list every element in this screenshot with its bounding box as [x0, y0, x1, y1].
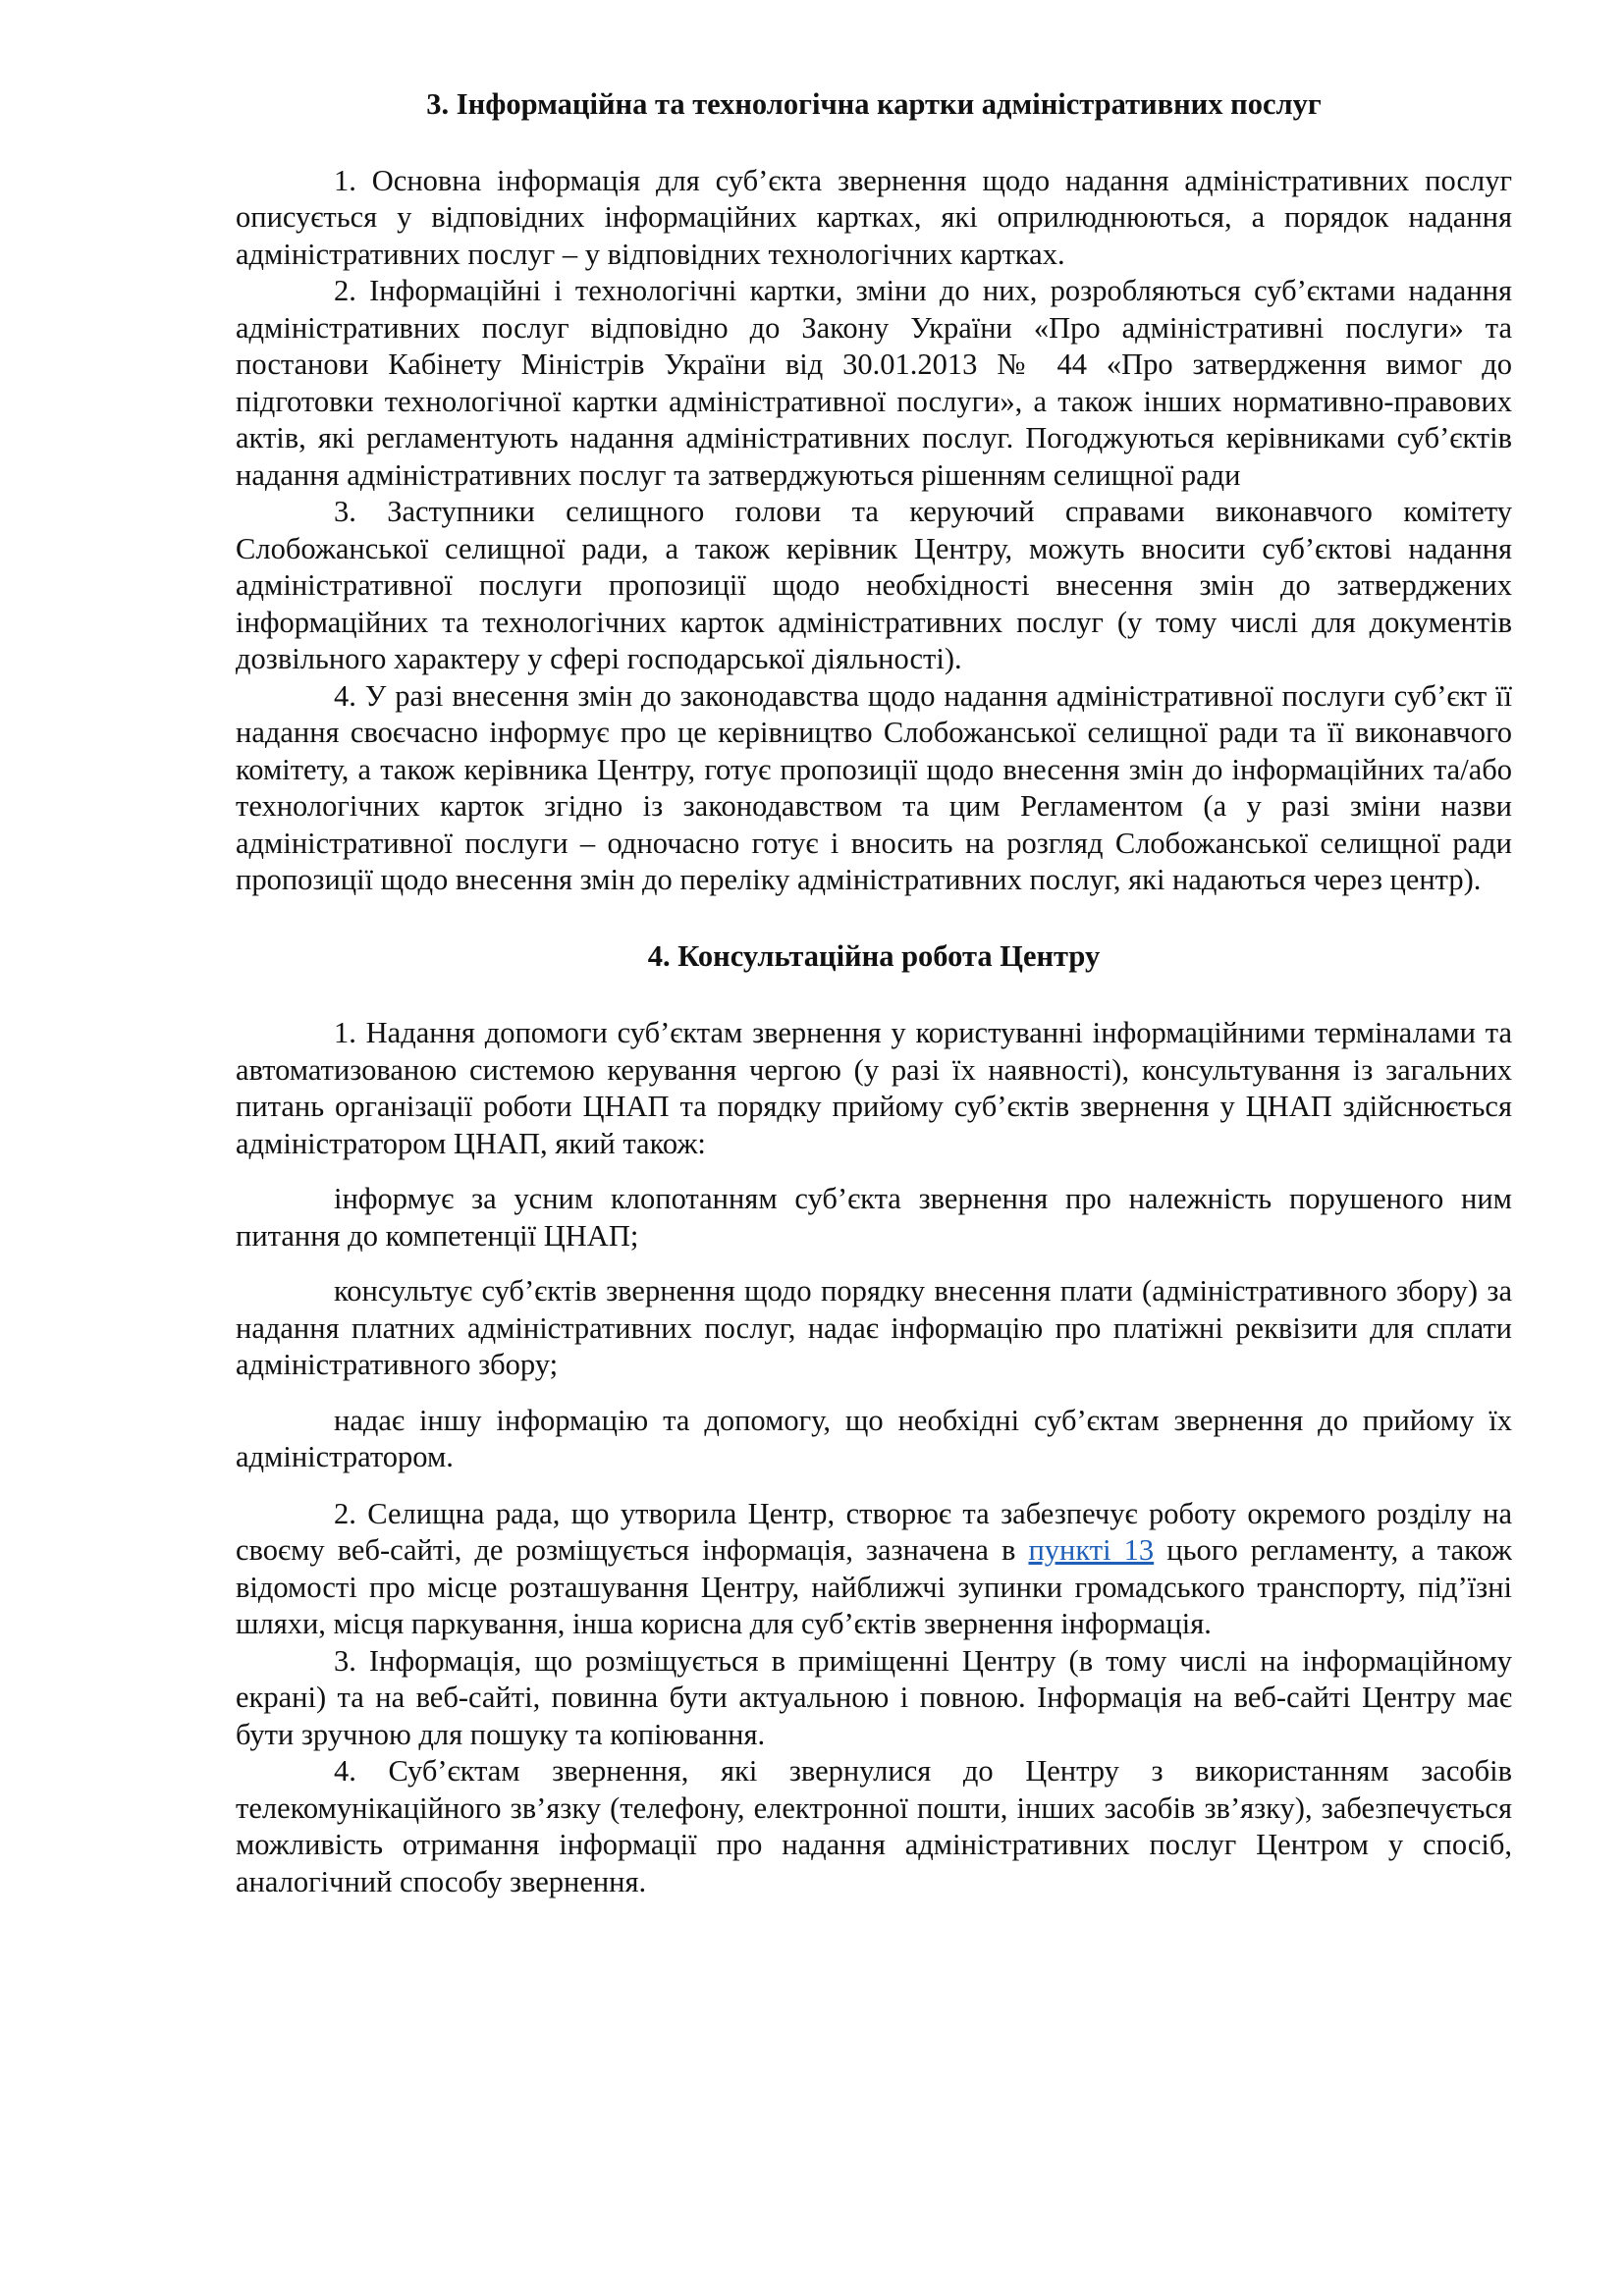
paragraph-2-text-after: цього регламенту, а також відомості про місце розташування Центру, найближчі зупинки громадського транспорту, під’їзні шляхи, місця паркування, інша корисна для суб’єктів звернення інформація. — [236, 1533, 1512, 1640]
section-3-paragraph-4: 4. У разі внесення змін до законодавства щодо надання адміністративної послуги суб’єкт її надання своєчасно інформує про це керівництво Слобожанської селищної ради та її виконавчого комітету, а також керівника Центру, готує пропозиції щодо внесення змін до інформаційних та/або технологічних карток згідно із законодавством та цим Регламентом (а у разі зміни назви адміністративної послуги – одночасно готує і вносить на розгляд Слобожанської селищної ради пропозиції щодо внесення змін до переліку адміністративних послуг, які надаються через центр). — [236, 678, 1512, 896]
punkt-13-link[interactable]: пункті 13 — [1028, 1533, 1155, 1567]
document-page — [236, 86, 1512, 1900]
section-3-paragraph-1: 1. Основна інформація для суб’єкта звернення щодо надання адміністративних послуг описується у відповідних інформаційних картках, які оприлюднюються, а порядок надання адміністративних послуг – у відповідних технологічних картках. — [236, 163, 1512, 271]
section-4-bullet-1: інформує за усним клопотанням суб’єкта звернення про належність порушеного ним питання до компетенції ЦНАП; — [236, 1182, 1512, 1253]
section-3-paragraph-3: 3. Заступники селищного голови та керуючий справами виконавчого комітету Слобожанської селищної ради, а також керівник Центру, можуть вносити суб’єктові надання адміністративної послуги пропозиції щодо необхідності внесення змін до затверджених інформаційних та технологічних карток адміністративних послуг (у тому числі для документів дозвільного характеру у сфері господарської діяльності). — [236, 495, 1512, 675]
paragraph-2-text-before: 2. Селищна рада, що утворила Центр, створює та забезпечує роботу окремого розділу на своєму веб-сайті, де розміщується інформація, зазначена в — [236, 1496, 1512, 1567]
section-3-title: 3. Інформаційна та технологічна картки адміністративних послуг — [426, 87, 1322, 121]
section-4-paragraph-2 — [236, 1496, 1512, 1643]
section-4-paragraph-1: 1. Надання допомоги суб’єктам звернення у користуванні інформаційними терміналами та автоматизованою системою керування чергою (у разі їх наявності), консультування із загальних питань організації роботи ЦНАП та порядку прийому суб’єктів звернення у ЦНАП здійснюється адміністратором ЦНАП, який також: — [236, 1016, 1512, 1160]
section-4-bullet-3: надає іншу інформацію та допомогу, що необхідні суб’єктам звернення до прийому їх адміністратором. — [236, 1403, 1512, 1473]
section-4-bullet-2: консультує суб’єктів звернення щодо порядку внесення плати (адміністративного збору) за надання платних адміністративних послуг, надає інформацію про платіжні реквізити для сплати адміністративного збору; — [236, 1274, 1512, 1381]
section-4-paragraph-4: 4. Суб’єктам звернення, які звернулися до Центру з використанням засобів телекомунікаційного зв’язку (телефону, електронної пошти, інших засобів зв’язку), забезпечується можливість отримання інформації про надання адміністративних послуг Центром у спосіб, аналогічний способу звернення. — [236, 1754, 1512, 1898]
section-3-paragraph-2: 2. Інформаційні і технологічні картки, зміни до них, розробляються суб’єктами надання адміністративних послуг відповідно до Закону України «Про адміністративні послуги» та постанови Кабінету Міністрів України від 30.01.2013 № 44 «Про затвердження вимог до підготовки технологічної картки адміністративної послуги», а також інших нормативно-правових актів, які регламентують надання адміністративних послуг. Погоджуються керівниками суб’єктів надання адміністративних послуг та затверджуються рішенням селищної ради — [236, 274, 1512, 492]
section-4-title: 4. Консультаційна робота Центру — [647, 938, 1101, 973]
section-4-paragraph-3: 3. Інформація, що розміщується в приміщенні Центру (в тому числі на інформаційному екрані) та на веб-сайті, повинна бути актуальною і повною. Інформація на веб-сайті Центру має бути зручною для пошуку та копіювання. — [236, 1643, 1512, 1751]
